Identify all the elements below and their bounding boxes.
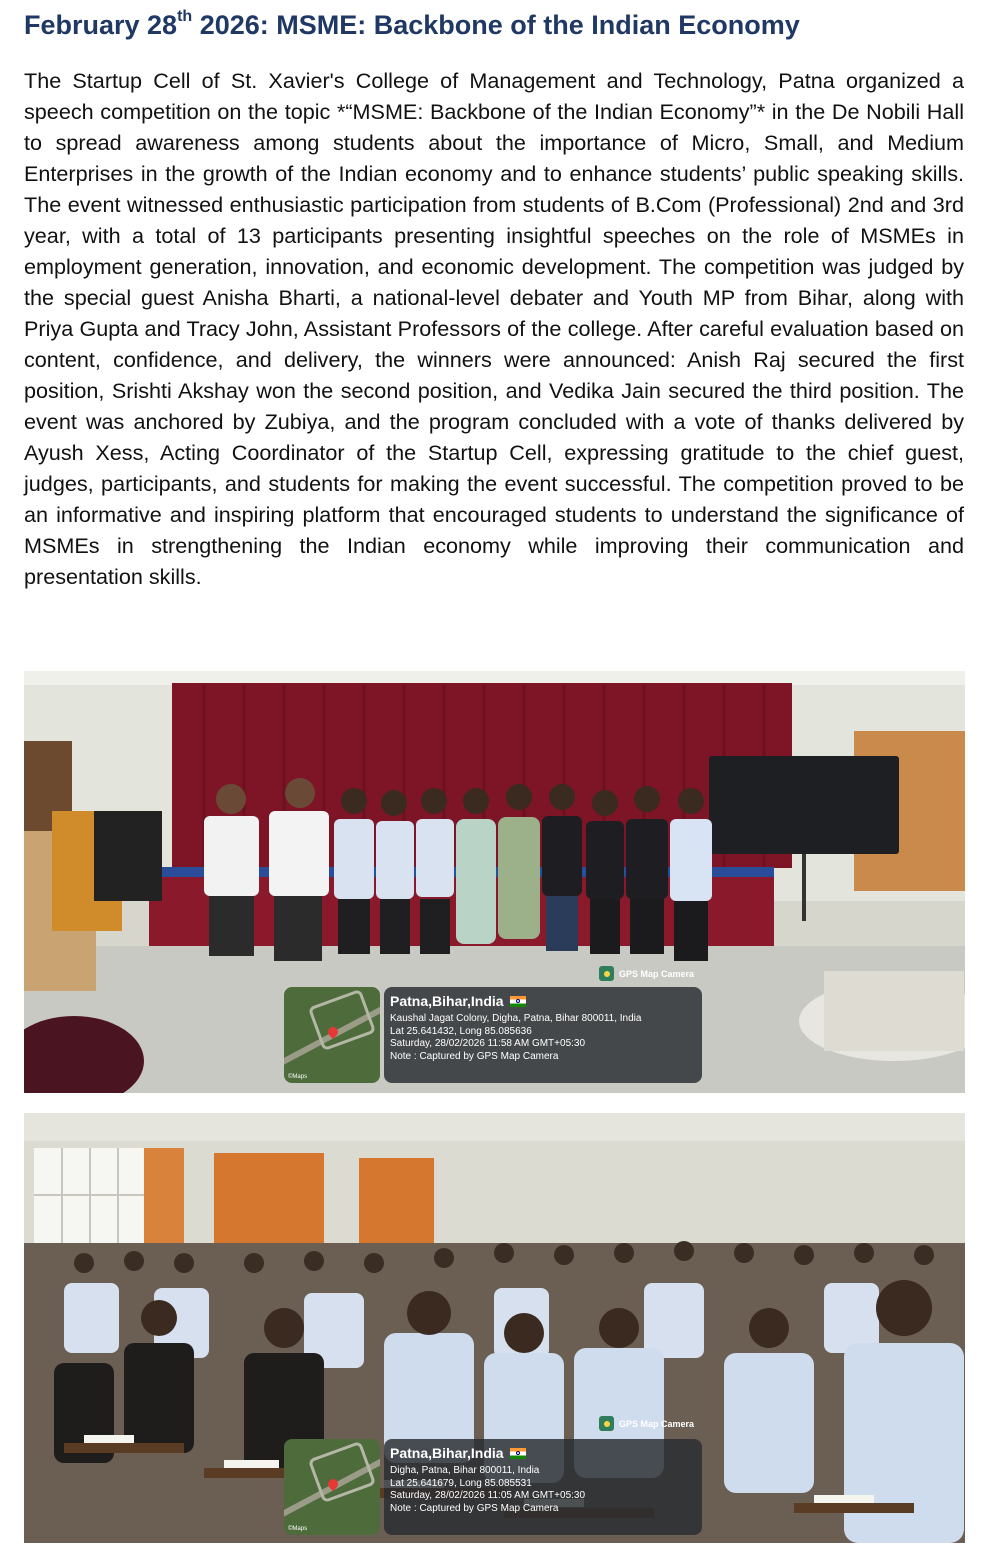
- gps-camera-label: GPS Map Camera: [619, 1418, 695, 1429]
- gps-coordinates: Lat 25.641432, Long 85.085636: [390, 1025, 532, 1037]
- gps-city: Patna,Bihar,India: [390, 1445, 504, 1461]
- event-description: The Startup Cell of St. Xavier's College of Management and Technology, Patna organized a speech competition on the topic *“MSME: Backbone of the Indian Economy”* in the De Nobili Hall to spread awareness among students about the importance of Micro, Small, and Medium Enterprises in the growth of the Indian economy and to enhance students’ public speaking skills. The event witnessed enthusiastic participation from students of B.Com (Professional) 2nd and 3rd year, with a total of 13 participants presenting insightful speeches on the role of MSMEs in employment generation, innovation, and economic development. The competition was judged by the special guest Anisha Bharti, a national-level debater and Youth MP from Bihar, along with Priya Gupta and Tracy John, Assistant Professors of the college. After careful evaluation based on content, confidence, and delivery, the winners were announced: Anish Raj secured the first position, Srishti Akshay won the second position, and Vedika Jain secured the third position. The event was anchored by Zubiya, and the program concluded with a vote of thanks delivered by Ayush Xess, Acting Coordinator of the Startup Cell, expressing gratitude to the chief guest, judges, participants, and students for making the event successful. The competition proved to be an informative and inspiring platform that encouraged students to understand the significance of MSMEs in strengthening the Indian economy while improving their communication and presentation skills.: [24, 68, 964, 589]
- india-flag-icon: [510, 1448, 526, 1459]
- audience-photo: [24, 1113, 965, 1543]
- gps-overlay: [284, 987, 702, 1083]
- gps-datetime: Saturday, 28/02/2026 11:58 AM GMT+05:30: [390, 1038, 586, 1049]
- map-attribution: ©Maps: [288, 1074, 308, 1080]
- gps-info-panel: [384, 987, 702, 1083]
- title-date: February 28: [24, 10, 178, 40]
- gps-camera-icon: [599, 966, 614, 981]
- gps-camera-label: GPS Map Camera: [619, 968, 695, 979]
- gps-info-panel: [384, 1439, 702, 1535]
- mini-map: [284, 987, 380, 1083]
- group-photo: [24, 671, 965, 1093]
- gps-camera-tag: [599, 966, 694, 981]
- gps-note: Note : Captured by GPS Map Camera: [390, 1502, 559, 1514]
- gps-camera-icon: [599, 1416, 614, 1431]
- gps-note: Note : Captured by GPS Map Camera: [390, 1050, 559, 1062]
- title-date-suffix: th: [177, 8, 193, 25]
- gps-overlay: [284, 1439, 702, 1535]
- gps-camera-tag: [599, 1416, 694, 1431]
- map-attribution: ©Maps: [288, 1526, 308, 1532]
- gps-address: Kaushal Jagat Colony, Digha, Patna, Bihar 800011, India: [390, 1013, 642, 1024]
- india-flag-icon: [510, 996, 526, 1007]
- gps-datetime: Saturday, 28/02/2026 11:05 AM GMT+05:30: [390, 1490, 586, 1501]
- title-rest: 2026: MSME: Backbone of the Indian Economy: [192, 10, 800, 40]
- gps-city: Patna,Bihar,India: [390, 993, 504, 1009]
- mini-map: [284, 1439, 380, 1535]
- page-title: [24, 10, 800, 41]
- gps-address: Digha, Patna, Bihar 800011, India: [390, 1465, 540, 1476]
- gps-coordinates: Lat 25.641679, Long 85.085531: [390, 1477, 532, 1489]
